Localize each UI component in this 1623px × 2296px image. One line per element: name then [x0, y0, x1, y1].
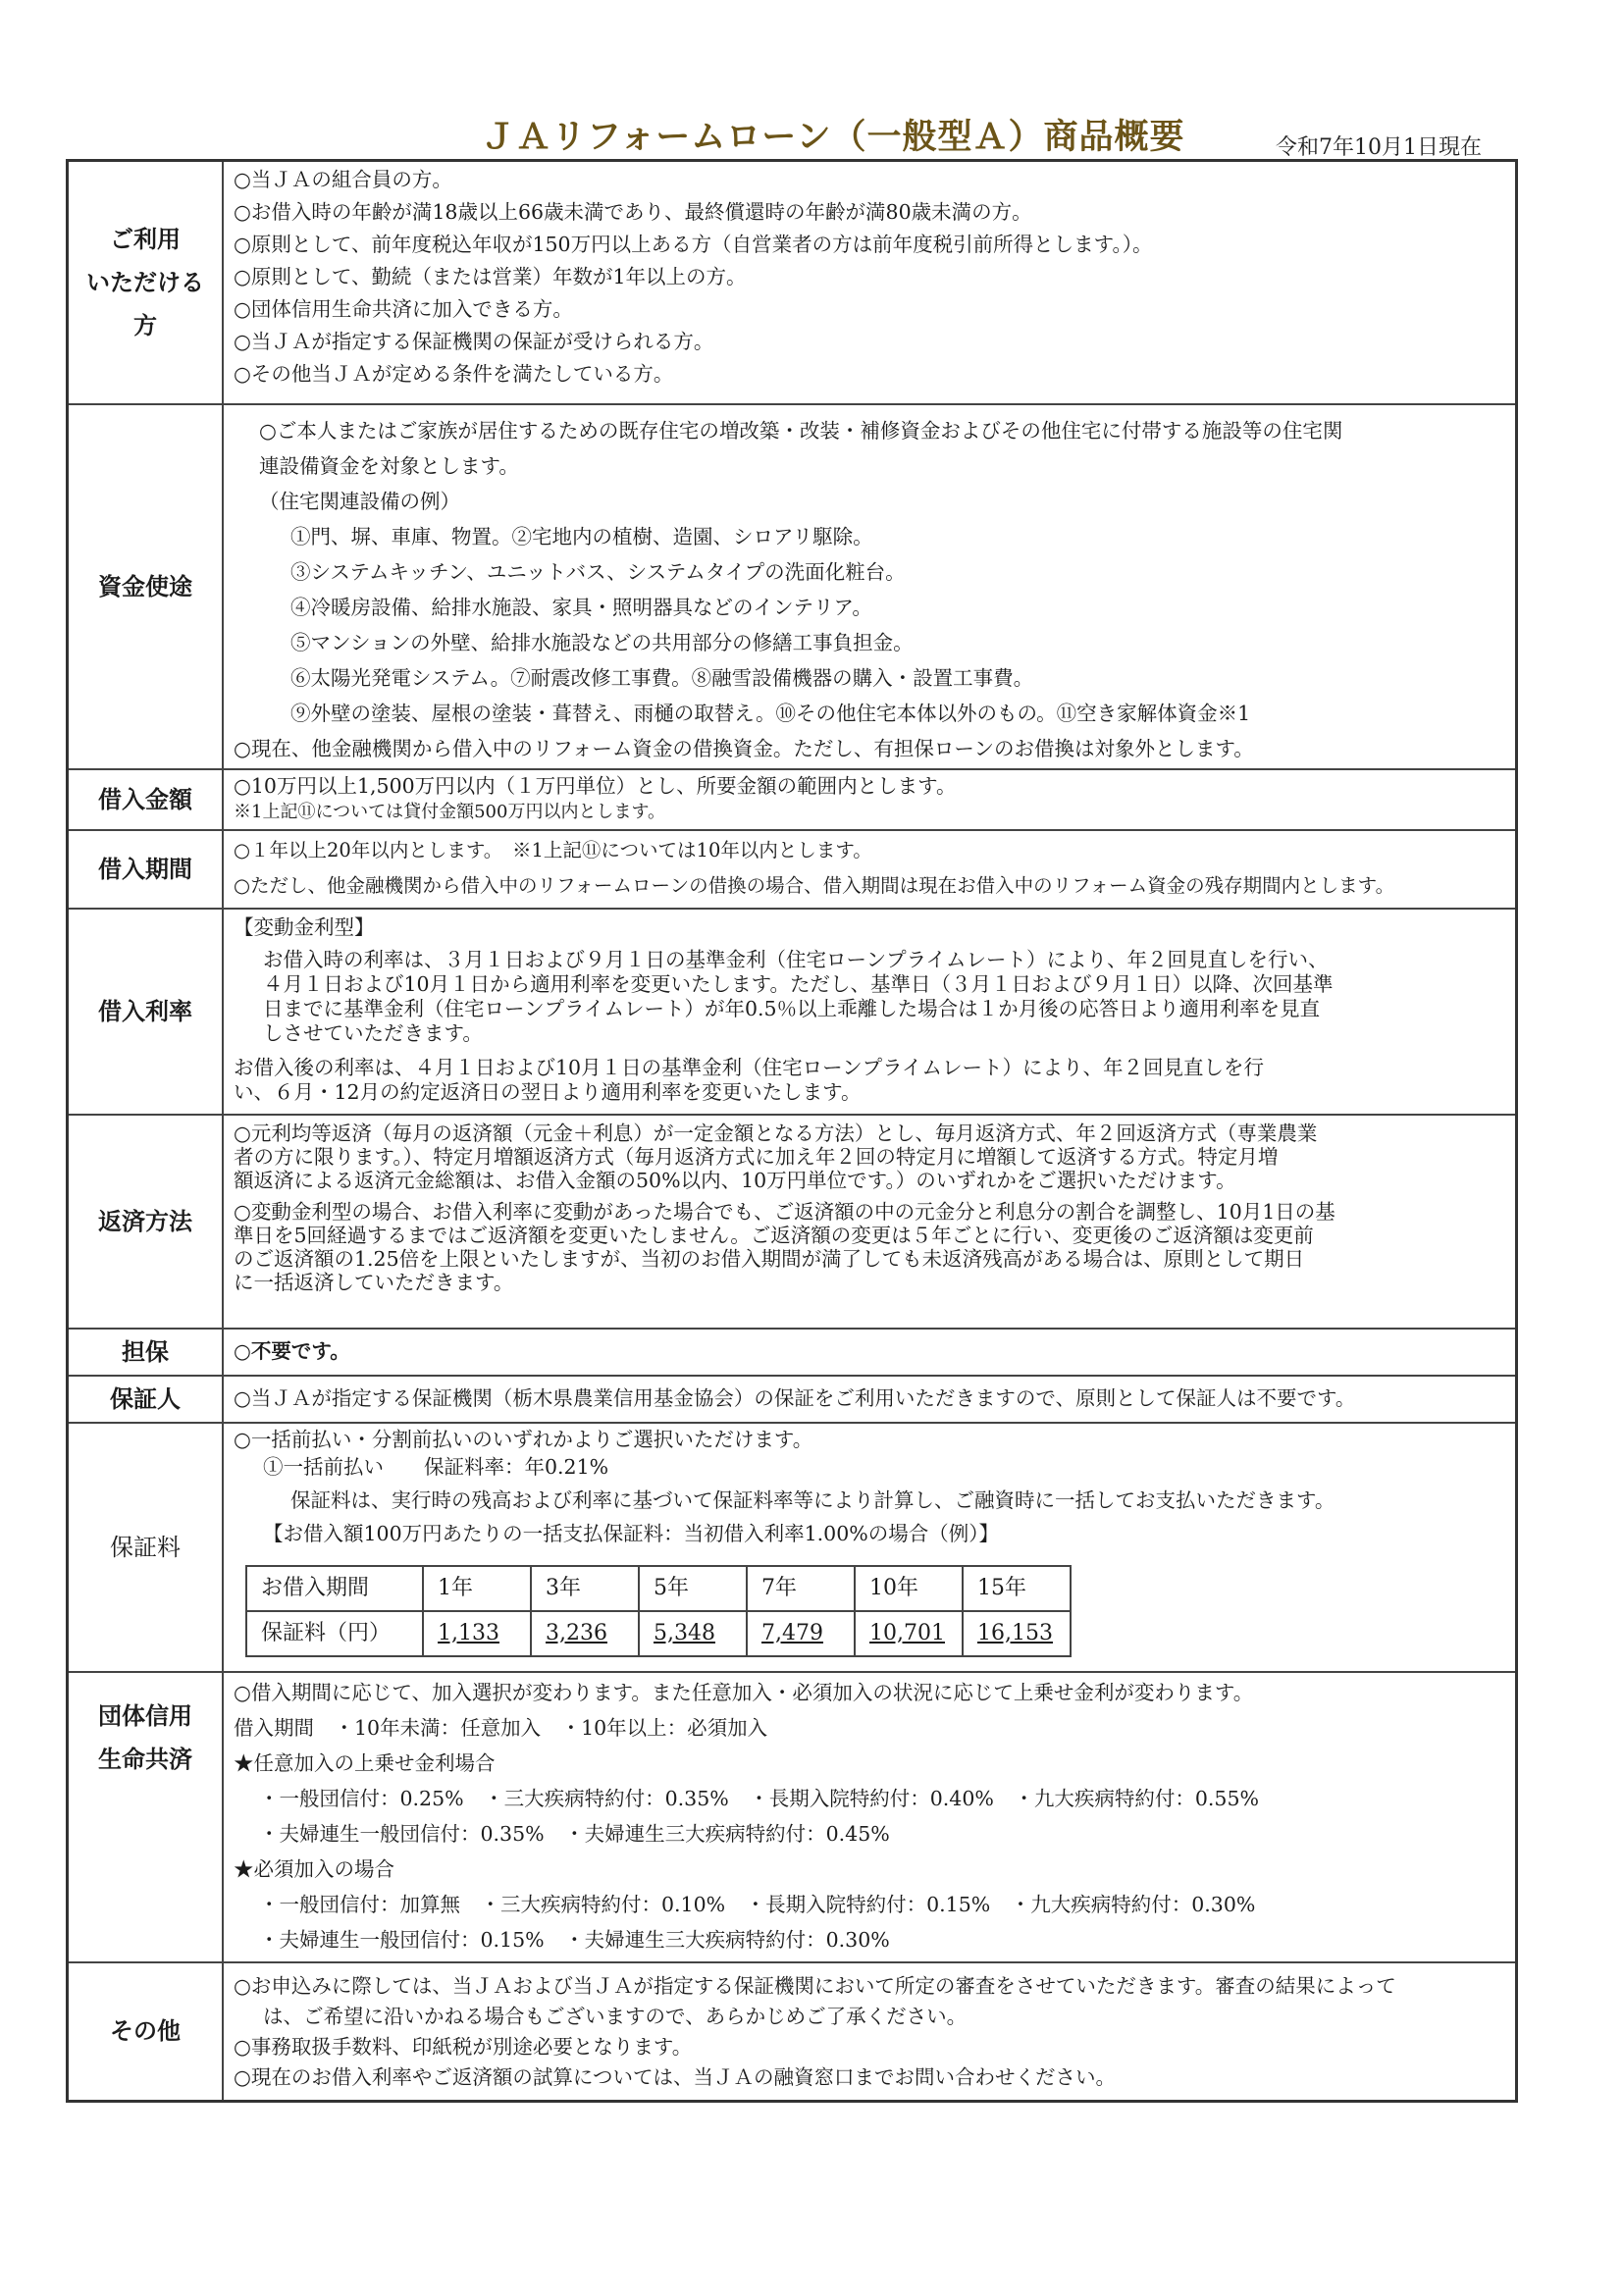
rate-paragraph: 日までに基準金利（住宅ローンプライムレート）が年0.5％以上乖離した場合は１か月後の応答日より適用利率を見直 [263, 996, 1321, 1020]
purpose-intro-cont: 連設備資金を対象とします。 [259, 453, 519, 478]
fee-period: 1年 [423, 1566, 531, 1611]
page-title: ＪＡリフォームローン（一般型Ａ）商品概要 [481, 117, 1185, 157]
label-rate: 借入利率 [68, 909, 224, 1115]
rate-paragraph: い、６月・12月の約定返済日の翌日より適用利率を変更いたします。 [234, 1079, 862, 1104]
amount-note: ※1上記⑪については貸付金額500万円以内とします。 [234, 801, 666, 822]
content-purpose [223, 404, 1517, 769]
content-insurance [223, 1672, 1517, 1962]
period-refinance: ○ただし、他金融機関から借入中のリフォームローンの借換の場合、借入期間は現在お借入中のリフォーム資金の残存期間内とします。 [234, 873, 1395, 897]
row-other [68, 1962, 1517, 2102]
eligibility-item: ○原則として、勤続（または営業）年数が1年以上の方。 [234, 265, 747, 288]
purpose-example: ①門、塀、車庫、物置。②宅地内の植樹、造園、シロアリ駆除。 [290, 524, 873, 548]
label-line: 生命共済 [98, 1744, 192, 1773]
other-fees: ○事務取扱手数料、印紙税が別途必要となります。 [234, 2034, 693, 2059]
as-of-date: 令和7年10月1日現在 [1276, 135, 1482, 160]
label-guarantor: 保証人 [68, 1376, 224, 1423]
insurance-mandatory-rates: ・一般団信付：加算無 ・三大疾病特約付：0.10% ・長期入院特約付：0.15% ・九大疾病特約付：0.30% [259, 1892, 1256, 1916]
fee-table-period-row [246, 1566, 1071, 1611]
purpose-example: ⑥太陽光発電システム。⑦耐震改修工事費。⑧融雪設備機器の購入・設置工事費。 [290, 665, 1034, 690]
label-line: いただける [86, 267, 204, 296]
rate-paragraph: しさせていただきます。 [263, 1020, 483, 1045]
insurance-period: 借入期間 ・10年未満：任意加入 ・10年以上：必須加入 [234, 1715, 768, 1740]
fee-table-header: 保証料（円） [246, 1611, 423, 1656]
fee-period: 7年 [747, 1566, 855, 1611]
repayment-paragraph: に一括返済していただきます。 [234, 1270, 514, 1294]
repayment-paragraph: 準日を5回経過するまではご返済額を変更いたしません。ご返済額の変更は５年ごとに行い、変更後のご返済額は変更前 [234, 1223, 1314, 1247]
other-screening-cont: は、ご希望に沿いかねる場合もございますので、あらかじめご了承ください。 [263, 2004, 968, 2028]
content-other [223, 1962, 1517, 2102]
row-amount [68, 769, 1517, 830]
repayment-paragraph: 者の方に限ります。）、特定月増額返済方式（毎月返済方式に加え年２回の特定月に増額して返済する方式。特定月増 [234, 1144, 1279, 1169]
row-rate [68, 909, 1517, 1115]
insurance-optional-title: ★任意加入の上乗せ金利場合 [234, 1750, 496, 1775]
purpose-example: ④冷暖房設備、給排水施設、家具・照明器具などのインテリア。 [290, 595, 872, 619]
other-contact: ○現在のお借入利率やご返済額の試算については、当ＪＡの融資窓口までお問い合わせください。 [234, 2064, 1116, 2089]
label-guarantee-fee: 保証料 [68, 1423, 224, 1672]
amount-text: ○10万円以上1,500万円以内（１万円単位）とし、所要金額の範囲内とします。 [234, 773, 957, 798]
fee-table [245, 1565, 1072, 1657]
row-period [68, 830, 1517, 909]
eligibility-item: ○当ＪＡが指定する保証機関の保証が受けられる方。 [234, 330, 714, 353]
fee-amount: 1,133 [423, 1611, 531, 1656]
label-amount: 借入金額 [68, 769, 224, 830]
fee-period: 15年 [963, 1566, 1071, 1611]
repayment-paragraph: ○元利均等返済（毎月の返済額（元金＋利息）が一定金額となる方法）とし、毎月返済方式、年２回返済方式（専業農業 [234, 1121, 1318, 1145]
insurance-mandatory-title: ★必須加入の場合 [234, 1856, 394, 1881]
content-repayment [223, 1115, 1517, 1329]
fee-amount: 7,479 [747, 1611, 855, 1656]
purpose-intro: ○ご本人またはご家族が居住するための既存住宅の増改築・改装・補修資金およびその他住宅に付帯する施設等の住宅関 [259, 418, 1343, 443]
guarantor-text: ○当ＪＡが指定する保証機関（栃木県農業信用基金協会）の保証をご利用いただきますので、原則として保証人は不要です。 [234, 1386, 1356, 1410]
label-line: 団体信用 [98, 1700, 192, 1730]
fee-example-title: 【お借入額100万円あたりの一括支払保証料：当初借入利率1.00%の場合（例）】 [263, 1521, 999, 1545]
repayment-paragraph: ○変動金利型の場合、お借入利率に変動があった場合でも、ご返済額の中の元金分と利息分の割合を調整し、10月1日の基 [234, 1199, 1335, 1224]
fee-amount: 10,701 [855, 1611, 963, 1656]
eligibility-item: ○お借入時の年齢が満18歳以上66歳未満であり、最終償還時の年齢が満80歳未満の方。 [234, 200, 1032, 224]
insurance-intro: ○借入期間に応じて、加入選択が変わります。また任意加入・必須加入の状況に応じて上乗せ金利が変わります。 [234, 1680, 1254, 1704]
purpose-example: ⑨外壁の塗装、屋根の塗装・葺替え、雨樋の取替え。⑩その他住宅本体以外のもの。⑪空き家解体資金※1 [290, 701, 1251, 725]
fee-period: 5年 [639, 1566, 747, 1611]
label-collateral: 担保 [68, 1329, 224, 1376]
content-amount [223, 769, 1517, 830]
rate-paragraph: お借入時の利率は、３月１日および９月１日の基準金利（住宅ローンプライムレート）により、年２回見直しを行い、 [263, 947, 1329, 971]
fee-calc-note: 保証料は、実行時の残高および利率に基づいて保証料率等により計算し、ご融資時に一括してお支払いただきます。 [290, 1487, 1335, 1512]
row-insurance [68, 1672, 1517, 1962]
rate-type: 【変動金利型】 [234, 914, 375, 939]
label-insurance [68, 1672, 224, 1962]
repayment-paragraph: 額返済による返済元金総額は、お借入金額の50%以内、10万円単位です。）のいずれかをご選択いただけます。 [234, 1168, 1236, 1192]
row-repayment [68, 1115, 1517, 1329]
content-period [223, 830, 1517, 909]
fee-amount: 5,348 [639, 1611, 747, 1656]
label-eligibility [68, 161, 224, 404]
fee-period: 3年 [531, 1566, 639, 1611]
collateral-text: ○不要です。 [234, 1339, 350, 1363]
content-guarantee-fee [223, 1423, 1517, 1672]
eligibility-item: ○団体信用生命共済に加入できる方。 [234, 297, 573, 321]
row-eligibility [68, 161, 1517, 404]
row-guarantor [68, 1376, 1517, 1423]
product-summary-table [66, 159, 1518, 2103]
insurance-mandatory-rates: ・夫婦連生一般団信付：0.15% ・夫婦連生三大疾病特約付：0.30% [259, 1927, 890, 1952]
label-purpose: 資金使途 [68, 404, 224, 769]
purpose-example: ⑤マンションの外壁、給排水施設などの共用部分の修繕工事負担金。 [290, 630, 914, 654]
eligibility-item: ○当ＪＡの組合員の方。 [234, 168, 452, 191]
rate-paragraph: ４月１日および10月１日から適用利率を変更いたします。ただし、基準日（３月１日および９月１日）以降、次回基準 [263, 971, 1334, 996]
insurance-optional-rates: ・一般団信付：0.25% ・三大疾病特約付：0.35% ・長期入院特約付：0.40% ・九大疾病特約付：0.55% [259, 1786, 1259, 1810]
label-other: その他 [68, 1962, 224, 2102]
row-collateral [68, 1329, 1517, 1376]
purpose-refinance: ○現在、他金融機関から借入中のリフォーム資金の借換資金。ただし、有担保ローンのお借換は対象外とします。 [234, 736, 1254, 760]
content-collateral [223, 1329, 1517, 1376]
row-guarantee-fee [68, 1423, 1517, 1672]
rate-paragraph: お借入後の利率は、４月１日および10月１日の基準金利（住宅ローンプライムレート）により、年２回見直しを行 [234, 1055, 1265, 1079]
purpose-examples-title: （住宅関連設備の例） [259, 489, 460, 513]
insurance-optional-rates: ・夫婦連生一般団信付：0.35% ・夫婦連生三大疾病特約付：0.45% [259, 1821, 890, 1846]
label-period: 借入期間 [68, 830, 224, 909]
fee-amount: 3,236 [531, 1611, 639, 1656]
content-eligibility [223, 161, 1517, 404]
fee-period: 10年 [855, 1566, 963, 1611]
purpose-example: ③システムキッチン、ユニットバス、システムタイプの洗面化粧台。 [290, 559, 906, 584]
other-screening: ○お申込みに際しては、当ＪＡおよび当ＪＡが指定する保証機関において所定の審査をさせていただきます。審査の結果によって [234, 1973, 1396, 1998]
fee-amount: 16,153 [963, 1611, 1071, 1656]
period-text: ○１年以上20年以内とします。 ※1上記⑪については10年以内とします。 [234, 838, 872, 861]
fee-table-header: お借入期間 [246, 1566, 423, 1611]
label-line: ご利用 [110, 224, 181, 253]
content-rate [223, 909, 1517, 1115]
row-purpose [68, 404, 1517, 769]
fee-options: ○一括前払い・分割前払いのいずれかよりご選択いただけます。 [234, 1427, 813, 1451]
label-repayment: 返済方法 [68, 1115, 224, 1329]
eligibility-item: ○原則として、前年度税込年収が150万円以上ある方（自営業者の方は前年度税引前所得とします。）。 [234, 233, 1153, 256]
content-guarantor [223, 1376, 1517, 1423]
fee-table-amount-row [246, 1611, 1071, 1656]
fee-rate: ①一括前払い 保証料率：年0.21% [263, 1454, 609, 1479]
eligibility-item: ○その他当ＪＡが定める条件を満たしている方。 [234, 362, 674, 386]
repayment-paragraph: のご返済額の1.25倍を上限といたしますが、当初のお借入期間が満了しても未返済残高がある場合は、原則として期日 [234, 1246, 1305, 1271]
label-line: 方 [133, 310, 157, 339]
